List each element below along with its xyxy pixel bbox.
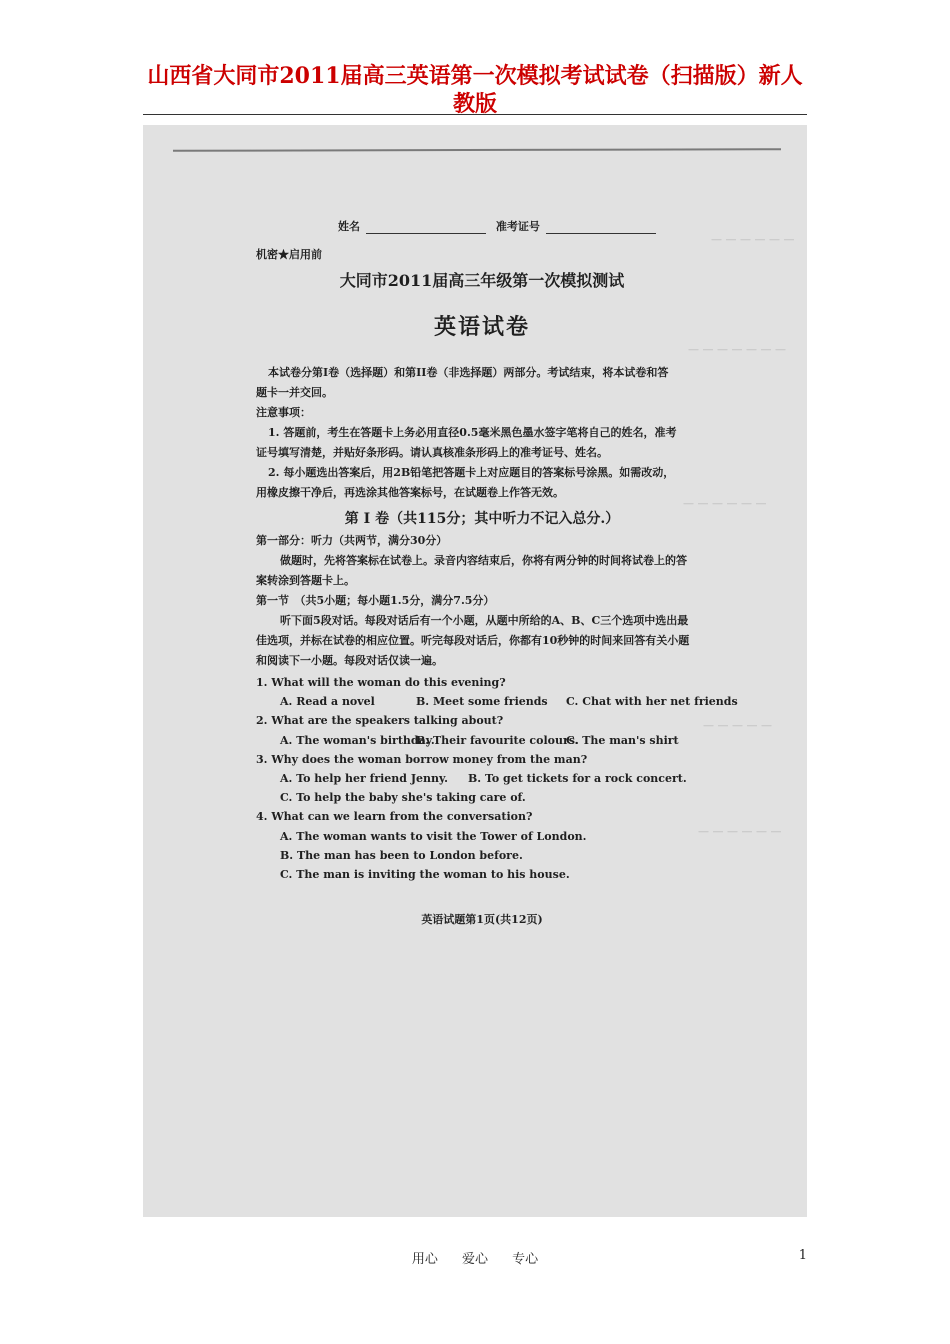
motto-word: 专心 [512, 1252, 539, 1267]
page-number: 1 [798, 1248, 807, 1263]
note-line: 证号填写清楚，并贴好条形码。请认真核准条形码上的准考证号、姓名。 [256, 446, 608, 459]
motto-word: 爱心 [461, 1252, 488, 1267]
answer-option: B. To get tickets for a rock concert. [468, 772, 687, 785]
section1-instruction: 和阅读下一小题。每段对话仅读一遍。 [256, 654, 443, 667]
question-stem: 2. What are the speakers talking about? [256, 714, 504, 727]
footer-motto [0, 1248, 950, 1267]
id-blank [546, 223, 656, 234]
scan-top-rule [173, 148, 781, 152]
section1-heading: 第一节 （共5小题；每小题1.5分，满分7.5分） [256, 594, 495, 607]
scanned-exam-page [143, 125, 807, 1217]
section1-instruction: 听下面5段对话。每段对话后有一个小题，从题中所给的A、B、C三个选项中选出最 [280, 614, 689, 627]
bleed-through-mark: — — — — — — [698, 825, 782, 838]
id-label: 准考证号 [495, 220, 540, 233]
answer-option: A. Read a novel [280, 695, 375, 708]
motto-word: 用心 [411, 1252, 438, 1267]
part1-instruction: 做题时，先将答案标在试卷上。录音内容结束后，你将有两分钟的时间将试卷上的答 [280, 554, 687, 567]
exam-main-title: 大同市2011届高三年级第一次模拟测试 [339, 271, 625, 290]
part1-instruction: 案转涂到答题卡上。 [256, 574, 355, 587]
answer-option: C. The man is inviting the woman to his house. [280, 868, 570, 881]
answer-option: A. To help her friend Jenny. [280, 772, 448, 785]
subject-title: 英语试卷 [433, 314, 530, 340]
title-divider [143, 114, 807, 115]
answer-option: C. To help the baby she's taking care of. [280, 791, 526, 804]
bleed-through-mark: — — — — — [703, 719, 772, 732]
volume-heading: 第 I 卷（共115分；其中听力不记入总分.） [344, 511, 620, 527]
part1-heading: 第一部分：听力（共两节，满分30分） [256, 534, 448, 547]
bleed-through-mark: — — — — — — [711, 233, 795, 246]
intro-line: 题卡一并交回。 [256, 386, 333, 399]
confidential-label: 机密★启用前 [256, 248, 322, 261]
name-id-row [338, 220, 662, 234]
section1-instruction: 佳选项，并标在试卷的相应位置。听完每段对话后，你都有10秒钟的时间来回答有关小题 [256, 634, 690, 647]
answer-option: A. The woman wants to visit the Tower of London. [280, 830, 587, 843]
bleed-through-mark: — — — — — — — [688, 343, 786, 356]
name-label: 姓名 [338, 220, 360, 233]
question-stem: 4. What can we learn from the conversation? [256, 810, 533, 823]
question-stem: 1. What will the woman do this evening? [256, 676, 506, 689]
answer-option: B. Their favourite colours. [416, 734, 579, 747]
note-line: 2. 每小题选出答案后，用2B铅笔把答题卡上对应题目的答案标号涂黑。如需改动， [268, 466, 675, 479]
answer-option: A. The woman's birthday. [280, 734, 435, 747]
answer-option: C. The man's shirt [566, 734, 679, 747]
bleed-through-mark: — — — — — — [683, 497, 767, 510]
answer-option: B. Meet some friends [416, 695, 548, 708]
note-line: 用橡皮擦干净后，再选涂其他答案标号，在试题卷上作答无效。 [256, 486, 564, 499]
intro-line: 本试卷分第I卷（选择题）和第II卷（非选择题）两部分。考试结束，将本试卷和答 [268, 366, 669, 379]
answer-option: C. Chat with her net friends [566, 695, 738, 708]
name-blank [366, 223, 486, 234]
question-stem: 3. Why does the woman borrow money from the man? [256, 753, 588, 766]
note-line: 1. 答题前，考生在答题卡上务必用直径0.5毫米黑色墨水签字笔将自己的姓名，准考 [268, 426, 677, 439]
exam-page-footer: 英语试题第1页(共12页) [421, 913, 543, 926]
answer-option: B. The man has been to London before. [280, 849, 523, 862]
notes-heading: 注意事项： [256, 406, 311, 419]
document-title: 山西省大同市2011届高三英语第一次模拟考试试卷（扫描版）新人教版 [147, 63, 803, 117]
